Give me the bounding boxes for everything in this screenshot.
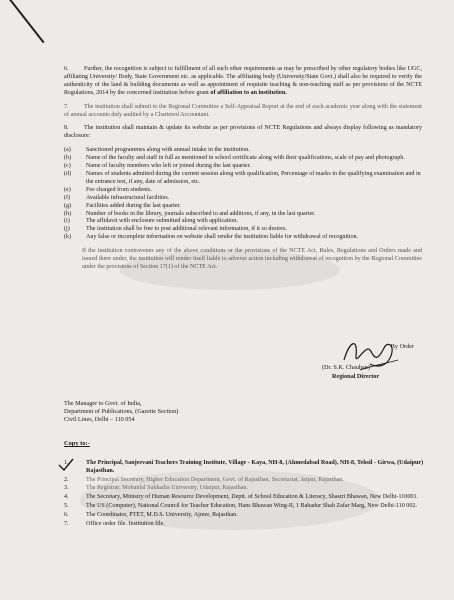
list-item-text: Office order file. Institution file. [86, 520, 165, 527]
list-item-label: 2. [64, 476, 69, 483]
list-item-text: The Coordinator, PTET, M.D.S. University, Ajmer, Rajasthan. [86, 511, 238, 518]
contravention-note: If the institution contravenes any of the above conditions or the provisions of the NCTE Act, Rules, Regulations and Orders made and issued there under, the institution will render itself liable to adverse action including withdrawal of recognition by the Regional Committee under the provisions of Section 17(1) of the NCTE Act. [82, 248, 422, 270]
list-item [64, 460, 424, 476]
list-item-text: The Registrar, Mohanlal Sukhadia University, Udaipur, Rajasthan. [86, 485, 248, 492]
list-item-text: Any false or incomplete information on website shall render the institution liable for withdrawal of recognition. [86, 234, 359, 241]
paragraph-text: The institution shall submit to the Regional Committee a Self-Appraisal Report at the end of each academic year along with the statement of annual accounts duly audited by a Chartered Accountant. [64, 103, 422, 118]
paragraph-8 [64, 125, 422, 141]
paragraph-number: 7. [64, 103, 69, 110]
list-item-label: 3. [64, 485, 69, 492]
list-item-label: (g) [64, 202, 72, 209]
addressee-line: The Manager to Govt. of India, [64, 400, 142, 407]
list-item-label: (j) [64, 226, 70, 233]
list-item-label: (a) [64, 147, 71, 154]
addressee-line: Department of Publications, (Gazette Section) [64, 408, 179, 415]
signatory-name: (Dr. S.K. Chauhan) [322, 364, 370, 371]
list-item-text: Number of books in the library, journals subscribed to and additions, if any, in the last quarter. [86, 210, 316, 217]
list-item-label: (k) [64, 234, 72, 241]
list-item-label: 5. [64, 502, 69, 509]
list-item-label: 1. [64, 460, 69, 466]
paragraph-number: 6. [64, 66, 69, 72]
list-item-label: 7. [64, 520, 69, 527]
paragraph-text: The institution shall maintain & update its website as per provisions of NCTE Regulations and always display following as mandatory disclosure: [64, 125, 422, 140]
addressee-line: Civil Lines, Delhi – 110 054 [64, 416, 135, 423]
signature-block [322, 342, 422, 381]
list-item-label: 6. [64, 511, 69, 518]
list-item-text: The Principal Secretary, Higher Education Department, Govt. of Rajasthan, Secretariat, Jaipur, Rajasthan. [86, 476, 344, 483]
list-item [64, 494, 424, 502]
list-item [64, 155, 422, 163]
list-item [64, 147, 422, 155]
paragraph-text: Further, the recognition is subject to fulfillment of all such other requirements as may be prescribed by other regulatory bodies like UGC, affiliating University/ Body, State Government etc. as applicable. The affiliating body (University/State Govt.) shall also be required to verify the authenticity of the land & building documents as well as appointment of requisite teaching & non-teaching staff as per provisions of the NCTE Regulations, 2014 by the concerned institution before grant [64, 66, 422, 96]
list-item-label: (b) [64, 155, 72, 162]
list-item [64, 163, 422, 171]
list-item-text: The Secretary, Ministry of Human Resource Development, Deptt. of School Education & Literacy, Shastri Bhawan, New Delhi-110001. [86, 494, 419, 501]
paragraph-6 [64, 66, 422, 98]
disclosure-list [64, 147, 422, 242]
list-item [64, 503, 424, 511]
list-item-text: Name of the faculty and staff in full as mentioned in school certificate along with their qualifications, scale of pay and photograph. [86, 155, 405, 162]
paragraph-7 [64, 104, 422, 120]
list-item [64, 512, 424, 520]
list-item-text: Fee charged from students. [86, 186, 152, 193]
list-item [64, 521, 424, 529]
list-item-text: Available infrastructural facilities. [86, 194, 170, 201]
list-item-label: (d) [64, 170, 72, 177]
list-item [64, 485, 424, 493]
copy-to-list [64, 460, 424, 529]
list-item [64, 187, 422, 195]
list-item-label: (i) [64, 218, 70, 225]
signatory-designation: Regional Director [332, 373, 380, 380]
list-item-label: (h) [64, 210, 72, 217]
paragraph-number: 8. [64, 125, 69, 132]
list-item [64, 234, 422, 242]
paragraph-text-bold: of affiliation to an institution. [210, 89, 287, 96]
copy-to-heading: Copy to:- [64, 440, 90, 447]
list-item-label: (f) [64, 194, 71, 201]
list-item [64, 195, 422, 203]
list-item-text: The institution shall be free to post additional relevant information, if it so desires. [86, 226, 287, 233]
list-item-text: The affidavit with enclosure submitted along with application. [86, 218, 238, 225]
list-item [64, 171, 422, 187]
list-item-label: (c) [64, 163, 71, 170]
by-order-text: By Order [390, 343, 414, 350]
list-item-text: Name of faculty members who left or joined during the last quarter. [86, 163, 251, 170]
list-item [64, 203, 422, 211]
list-item-text: Facilities added during the last quarter. [86, 202, 181, 209]
list-item-text: Names of students admitted during the current session along with qualification, Percentage of marks in the qualifying examination and in the entrance test, if any, date of admission, etc. [86, 170, 421, 185]
list-item-text: The US (Computer), National Council for Teacher Education, Hans Bhawan Wing-II, 1 Bahadur Shah Zafar Marg, New Delhi-110 002. [86, 502, 417, 509]
addressee-block [64, 400, 178, 424]
letter-body [64, 66, 422, 272]
list-item-label: 4. [64, 494, 69, 501]
list-item-text: The Principal, Sanjeevani Teachers Training Institute, Village - Kaya, NH-8, (Ahmedabad Road), NH-8, Tehsil - Girwa, (Udaipur) Rajasthan. [86, 460, 424, 474]
scan-edge-mark [6, 0, 45, 43]
list-item-label: (e) [64, 186, 71, 193]
list-item [64, 477, 424, 485]
list-item-text: Sanctioned programmes along with annual intake in the institution. [86, 147, 250, 154]
